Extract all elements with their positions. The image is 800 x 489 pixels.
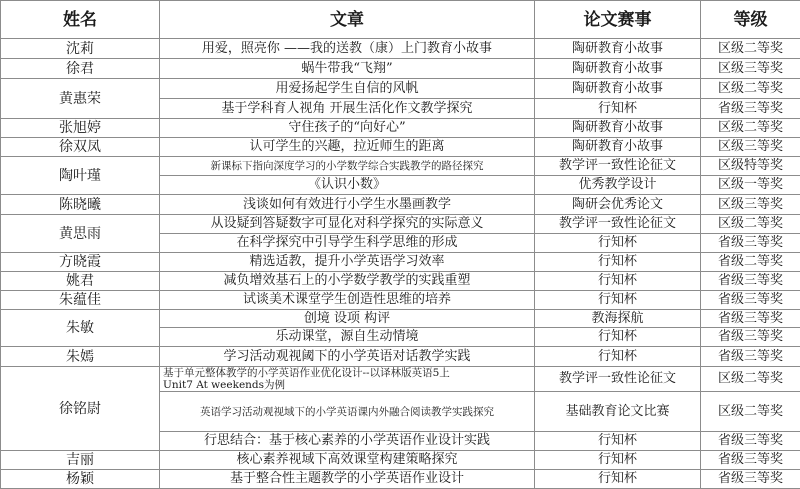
cell-article[interactable]: 守住孩子的“向好心” (160, 119, 535, 138)
cell-competition[interactable]: 陶研教育小故事 (535, 119, 701, 138)
cell-competition[interactable]: 行知杯 (535, 470, 701, 489)
cell-competition[interactable]: 行知杯 (535, 272, 701, 291)
cell-name[interactable]: 姚君 (1, 272, 160, 291)
cell-level[interactable]: 区级特等奖 (701, 157, 800, 176)
cell-competition[interactable]: 教学评一致性论征文 (535, 215, 701, 234)
cell-level[interactable]: 区级三等奖 (701, 195, 800, 215)
cell-name[interactable]: 徐铭尉 (1, 367, 160, 451)
article-line: Unit7 At weekends为例 (163, 379, 531, 391)
cell-name[interactable]: 徐双凤 (1, 138, 160, 157)
cell-competition[interactable]: 教学评一致性论征文 (535, 157, 701, 176)
table-row (1, 138, 800, 157)
cell-level[interactable]: 省级三等奖 (701, 310, 800, 328)
table-row (1, 253, 800, 272)
cell-article[interactable]: 乐动课堂，源自生动情境 (160, 328, 535, 347)
cell-level[interactable]: 省级三等奖 (701, 451, 800, 470)
cell-name[interactable]: 方晓霞 (1, 253, 160, 272)
table-row (1, 157, 800, 176)
cell-article[interactable]: 浅谈如何有效进行小学生水墨画教学 (160, 195, 535, 215)
cell-competition[interactable]: 陶研教育小故事 (535, 138, 701, 157)
table-row (1, 272, 800, 291)
cell-competition[interactable]: 行知杯 (535, 328, 701, 347)
cell-article[interactable]: 基于整合性主题教学的小学英语作业设计 (160, 470, 535, 489)
table-row (1, 59, 800, 79)
cell-article[interactable]: 蜗牛带我“飞翔” (160, 59, 535, 79)
cell-competition[interactable]: 行知杯 (535, 347, 701, 367)
cell-level[interactable]: 区级三等奖 (701, 59, 800, 79)
cell-competition[interactable]: 陶研会优秀论文 (535, 195, 701, 215)
header-row (1, 1, 800, 39)
header-competition[interactable]: 论文赛事 (535, 1, 701, 39)
cell-level[interactable]: 省级三等奖 (701, 272, 800, 291)
table-row (1, 291, 800, 310)
cell-article[interactable]: 精选适教，提升小学英语学习效率 (160, 253, 535, 272)
header-article[interactable]: 文章 (160, 1, 535, 39)
cell-article[interactable]: 《认识小数》 (160, 176, 535, 195)
cell-level[interactable]: 省级三等奖 (701, 432, 800, 451)
cell-article[interactable]: 行思结合：基于核心素养的小学英语作业设计实践 (160, 432, 535, 451)
cell-competition[interactable]: 陶研教育小故事 (535, 59, 701, 79)
cell-level[interactable]: 区级二等奖 (701, 79, 800, 99)
cell-article[interactable]: 用爱，照亮你 ——我的送教（康）上门教育小故事 (160, 39, 535, 59)
cell-competition[interactable]: 基础教育论文比赛 (535, 392, 701, 432)
cell-competition[interactable]: 陶研教育小故事 (535, 79, 701, 99)
cell-name[interactable]: 朱嫣 (1, 347, 160, 367)
cell-competition[interactable]: 教海探航 (535, 310, 701, 328)
cell-level[interactable]: 区级三等奖 (701, 138, 800, 157)
cell-competition[interactable]: 教学评一致性论征文 (535, 367, 701, 392)
cell-level[interactable]: 区级二等奖 (701, 367, 800, 392)
cell-article[interactable]: 试谈美术课堂学生创造性思维的培养 (160, 291, 535, 310)
cell-competition[interactable]: 优秀教学设计 (535, 176, 701, 195)
cell-name[interactable]: 沈莉 (1, 39, 160, 59)
cell-competition[interactable]: 行知杯 (535, 234, 701, 253)
table-body (1, 39, 800, 489)
cell-name[interactable]: 朱敏 (1, 310, 160, 347)
cell-name[interactable]: 陈晓曦 (1, 195, 160, 215)
cell-level[interactable]: 区级一等奖 (701, 176, 800, 195)
cell-article[interactable]: 在科学探究中引导学生科学思维的形成 (160, 234, 535, 253)
cell-article[interactable]: 学习活动观视阈下的小学英语对话教学实践 (160, 347, 535, 367)
cell-competition[interactable]: 行知杯 (535, 432, 701, 451)
cell-article[interactable]: 新课标下指向深度学习的小学数学综合实践教学的路径探究 (160, 157, 535, 176)
cell-article[interactable]: 认可学生的兴趣，拉近师生的距离 (160, 138, 535, 157)
cell-name[interactable]: 吉丽 (1, 451, 160, 470)
article-line: 基于单元整体教学的小学英语作业优化设计--以译林版英语5上 (163, 367, 531, 379)
cell-competition[interactable]: 行知杯 (535, 99, 701, 119)
cell-article[interactable]: 核心素养视域下高效课堂构建策略探究 (160, 451, 535, 470)
cell-article[interactable]: 基于学科育人视角 开展生活化作文教学探究 (160, 99, 535, 119)
table-row (1, 119, 800, 138)
table-row (1, 195, 800, 215)
cell-competition[interactable]: 行知杯 (535, 291, 701, 310)
cell-article[interactable]: 从设疑到答疑数字可显化对科学探究的实际意义 (160, 215, 535, 234)
cell-level[interactable]: 区级二等奖 (701, 39, 800, 59)
header-level[interactable]: 等级 (701, 1, 800, 39)
cell-article[interactable]: 用爱扬起学生自信的风帆 (160, 79, 535, 99)
cell-article[interactable]: 减负增效基石上的小学数学教学的实践重塑 (160, 272, 535, 291)
table-row (1, 451, 800, 470)
cell-level[interactable]: 省级三等奖 (701, 234, 800, 253)
table-row (1, 367, 800, 392)
cell-level[interactable]: 区级二等奖 (701, 392, 800, 432)
table-row (1, 470, 800, 489)
table-row (1, 39, 800, 59)
cell-level[interactable]: 省级三等奖 (701, 470, 800, 489)
cell-competition[interactable]: 行知杯 (535, 451, 701, 470)
cell-article[interactable]: 英语学习活动观视域下的小学英语课内外融合阅读教学实践探究 (160, 392, 535, 432)
cell-level[interactable]: 区级二等奖 (701, 215, 800, 234)
cell-level[interactable]: 省级三等奖 (701, 99, 800, 119)
cell-name[interactable]: 徐君 (1, 59, 160, 79)
cell-name[interactable]: 黄惠荣 (1, 79, 160, 119)
cell-competition[interactable]: 陶研教育小故事 (535, 39, 701, 59)
cell-level[interactable]: 省级三等奖 (701, 291, 800, 310)
cell-level[interactable]: 区级二等奖 (701, 119, 800, 138)
cell-competition[interactable]: 行知杯 (535, 253, 701, 272)
cell-level[interactable]: 省级三等奖 (701, 347, 800, 367)
cell-article[interactable]: 创境 设项 构评 (160, 310, 535, 328)
table-row (1, 347, 800, 367)
cell-name[interactable]: 黄思雨 (1, 215, 160, 253)
cell-level[interactable]: 省级三等奖 (701, 328, 800, 347)
table-row (1, 215, 800, 234)
cell-name[interactable]: 朱蕴佳 (1, 291, 160, 310)
table-row (1, 310, 800, 328)
cell-article[interactable] (160, 367, 535, 392)
cell-level[interactable]: 省级二等奖 (701, 253, 800, 272)
cell-name[interactable]: 陶叶瑾 (1, 157, 160, 195)
table-row (1, 79, 800, 99)
cell-name[interactable]: 杨颖 (1, 470, 160, 489)
header-name[interactable]: 姓名 (1, 1, 160, 39)
cell-name[interactable]: 张旭婷 (1, 119, 160, 138)
